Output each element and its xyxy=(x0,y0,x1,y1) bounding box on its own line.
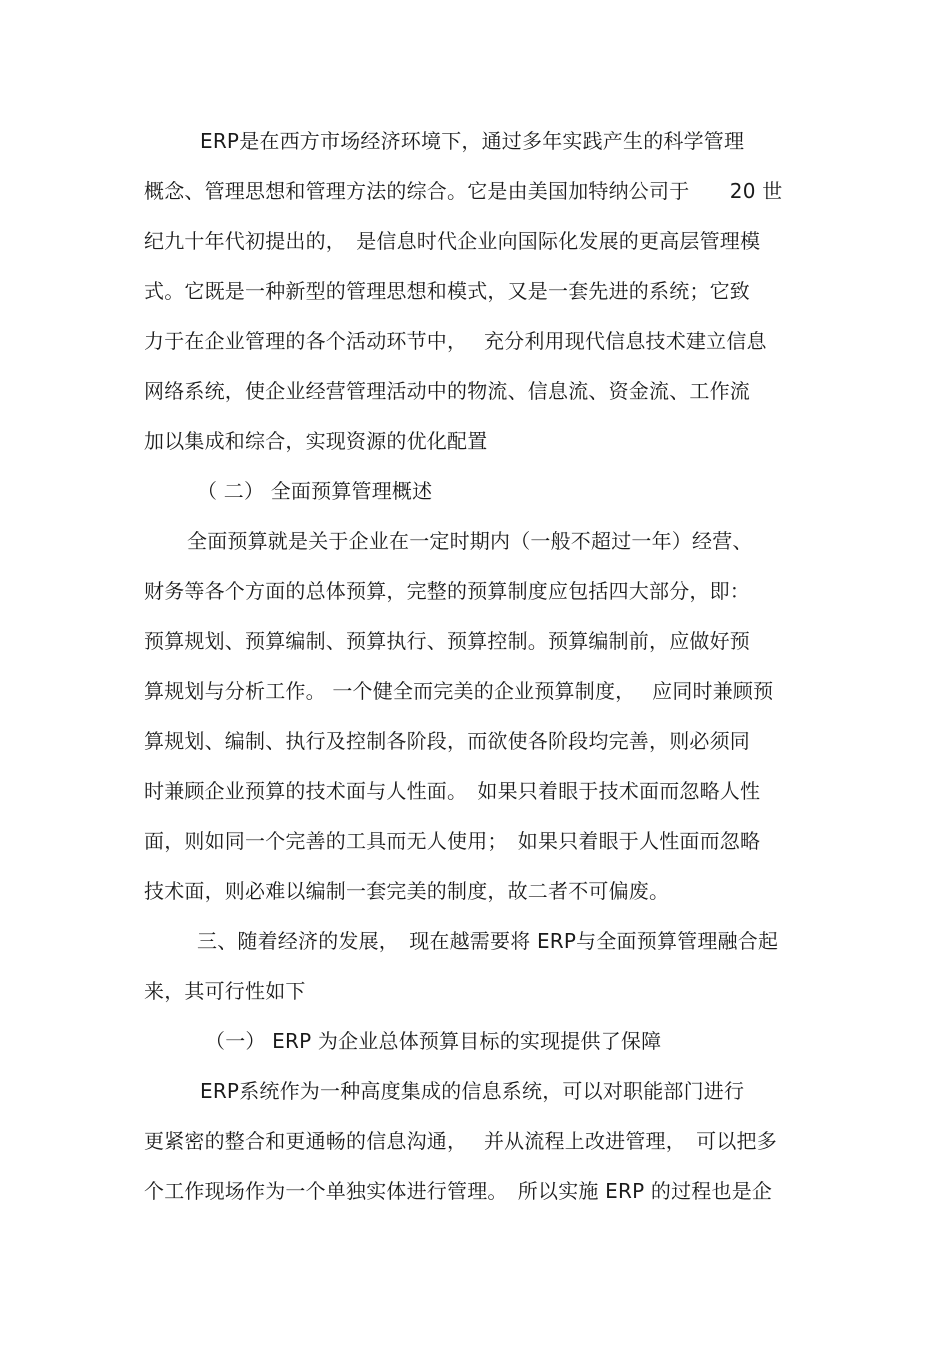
text-line: 财务等各个方面的总体预算，完整的预算制度应包括四大部分，即： xyxy=(144,579,750,603)
text-line: 加以集成和综合，实现资源的优化配置 xyxy=(144,429,488,453)
text-line: 式。它既是一种新型的管理思想和模式，又是一套先进的系统；它致 xyxy=(144,279,750,303)
text-line: 算规划、编制、执行及控制各阶段，而欲使各阶段均完善，则必须同 xyxy=(144,729,750,753)
text-line: 力于在企业管理的各个活动环节中， 充分利用现代信息技术建立信息 xyxy=(144,329,767,353)
text-line: ERP系统作为一种高度集成的信息系统，可以对职能部门进行 xyxy=(200,1079,745,1103)
text-line: ERP是在西方市场经济环境下，通过多年实践产生的科学管理 xyxy=(200,129,745,153)
text-line: 纪九十年代初提出的， 是信息时代企业向国际化发展的更高层管理模 xyxy=(144,229,761,253)
text-line: 更紧密的整合和更通畅的信息沟通， 并从流程上改进管理， 可以把多 xyxy=(144,1129,777,1153)
section-heading: （ 二） 全面预算管理概述 xyxy=(197,479,433,503)
text-line: 算规划与分析工作。 一个健全而完美的企业预算制度， 应同时兼顾预 xyxy=(144,679,774,703)
text-line: 个工作现场作为一个单独实体进行管理。 所以实施 ERP 的过程也是企 xyxy=(144,1179,773,1203)
text-line: 全面预算就是关于企业在一定时期内（一般不超过一年）经营、 xyxy=(187,529,753,553)
text-line: 面，则如同一个完善的工具而无人使用； 如果只着眼于人性面而忽略 xyxy=(144,829,761,853)
text-line: 技术面，则必难以编制一套完美的制度，故二者不可偏废。 xyxy=(144,879,670,903)
text-line: 时兼顾企业预算的技术面与人性面。 如果只着眼于技术面而忽略人性 xyxy=(144,779,761,803)
text-line: 来，其可行性如下 xyxy=(144,979,306,1003)
text-line: 概念、管理思想和管理方法的综合。它是由美国加特纳公司于 20 世 xyxy=(144,179,783,203)
section-heading: 三、随着经济的发展， 现在越需要将 ERP与全面预算管理融合起 xyxy=(197,929,779,953)
section-heading: （一） ERP 为企业总体预算目标的实现提供了保障 xyxy=(205,1029,662,1053)
text-line: 网络系统，使企业经营管理活动中的物流、信息流、资金流、工作流 xyxy=(144,379,750,403)
text-line: 预算规划、预算编制、预算执行、预算控制。预算编制前，应做好预 xyxy=(144,629,750,653)
